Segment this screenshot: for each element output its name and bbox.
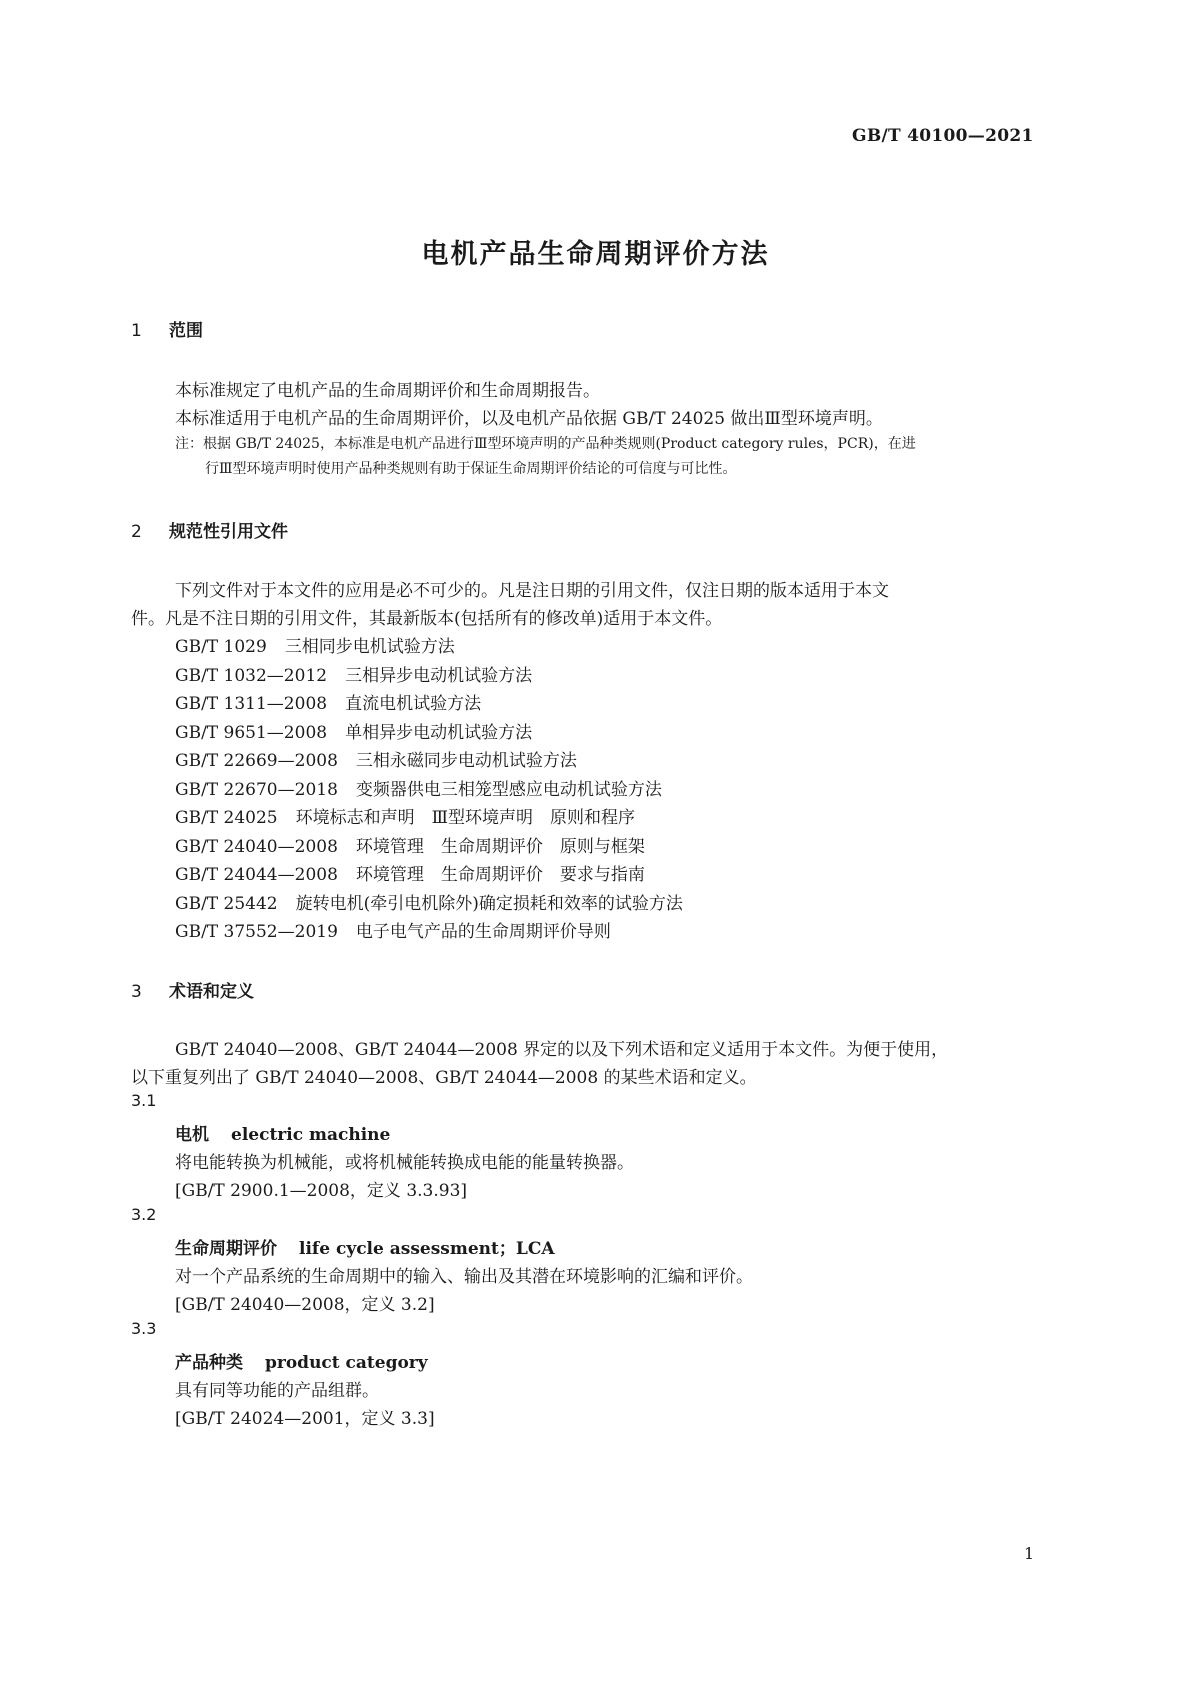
reference-item (175, 689, 481, 714)
reference-code: GB/T 22670—2018 (175, 780, 338, 800)
reference-title: 电子电气产品的生命周期评价导则 (355, 922, 611, 942)
reference-item (175, 661, 532, 686)
reference-title: 三相异步电动机试验方法 (345, 666, 533, 686)
term-number: 3.2 (131, 1205, 157, 1224)
term-heading (175, 1348, 428, 1373)
note-continuation: 行Ⅲ型环境声明时使用产品种类规则有助于保证生命周期评价结论的可信度与可比性。 (205, 461, 737, 477)
term-en: electric machine (231, 1125, 391, 1145)
reference-item (175, 860, 645, 885)
reference-code: GB/T 24040—2008 (175, 837, 338, 857)
paragraph-continuation: 件。凡是不注日期的引用文件，其最新版本(包括所有的修改单)适用于本文件。 (131, 609, 723, 629)
paragraph-continuation: 以下重复列出了 GB/T 24040—2008、GB/T 24044—2008 的某些术语和定义。 (131, 1068, 757, 1088)
term-definition: 具有同等功能的产品组群。 (175, 1381, 379, 1401)
term-definition: 将电能转换为机械能，或将机械能转换成电能的能量转换器。 (175, 1153, 634, 1173)
term-number: 3.1 (131, 1091, 157, 1110)
reference-title: 直流电机试验方法 (345, 694, 482, 714)
page-number: 1 (1024, 1544, 1035, 1563)
reference-item (175, 632, 455, 657)
term-en: product category (265, 1353, 428, 1373)
section-2-heading (131, 517, 288, 542)
reference-code: GB/T 24044—2008 (175, 865, 338, 885)
reference-code: GB/T 24025 (175, 808, 278, 828)
paragraph: 本标准规定了电机产品的生命周期评价和生命周期报告。 (175, 381, 600, 401)
section-1-heading (131, 316, 203, 341)
section-title: 规范性引用文件 (169, 522, 288, 542)
section-number: 2 (131, 522, 142, 542)
reference-item (175, 917, 611, 942)
term-number: 3.3 (131, 1319, 157, 1338)
reference-title: 环境管理 生命周期评价 要求与指南 (355, 865, 645, 885)
reference-code: GB/T 25442 (175, 894, 278, 914)
section-title: 术语和定义 (169, 982, 254, 1002)
term-definition: 对一个产品系统的生命周期中的输入、输出及其潜在环境影响的汇编和评价。 (175, 1267, 753, 1287)
term-source: [GB/T 2900.1—2008，定义 3.3.93] (175, 1181, 468, 1201)
reference-code: GB/T 1029 (175, 637, 267, 657)
reference-item (175, 775, 662, 800)
reference-code: GB/T 22669—2008 (175, 751, 338, 771)
reference-title: 环境标志和声明 Ⅲ型环境声明 原则和程序 (295, 808, 636, 828)
reference-title: 环境管理 生命周期评价 原则与框架 (355, 837, 645, 857)
term-source: [GB/T 24040—2008，定义 3.2] (175, 1295, 435, 1315)
term-heading (175, 1234, 555, 1259)
term-en: life cycle assessment；LCA (299, 1239, 555, 1259)
section-title: 范围 (169, 321, 203, 341)
paragraph: 本标准适用于电机产品的生命周期评价，以及电机产品依据 GB/T 24025 做出Ⅲ型环境声明。 (175, 409, 883, 429)
term-zh: 产品种类 (175, 1353, 243, 1373)
term-zh: 生命周期评价 (175, 1239, 277, 1259)
reference-title: 三相永磁同步电动机试验方法 (355, 751, 577, 771)
paragraph: GB/T 24040—2008、GB/T 24044—2008 界定的以及下列术语和定义适用于本文件。为便于使用， (175, 1040, 949, 1060)
reference-code: GB/T 1311—2008 (175, 694, 328, 714)
reference-title: 变频器供电三相笼型感应电动机试验方法 (355, 780, 662, 800)
reference-title: 旋转电机(牵引电机除外)确定损耗和效率的试验方法 (295, 894, 683, 914)
note: 注：根据 GB/T 24025，本标准是电机产品进行Ⅲ型环境声明的产品种类规则(Product category rules，PCR)，在进 (175, 436, 916, 452)
section-3-heading (131, 977, 254, 1002)
reference-item (175, 718, 532, 743)
term-zh: 电机 (175, 1125, 209, 1145)
reference-code: GB/T 37552—2019 (175, 922, 338, 942)
term-source: [GB/T 24024—2001，定义 3.3] (175, 1409, 435, 1429)
page-title: 电机产品生命周期评价方法 (421, 239, 770, 270)
reference-item (175, 832, 645, 857)
reference-title: 单相异步电动机试验方法 (345, 723, 533, 743)
standard-number: GB/T 40100—2021 (852, 126, 1034, 146)
reference-item (175, 746, 577, 771)
reference-item (175, 889, 683, 914)
reference-code: GB/T 9651—2008 (175, 723, 328, 743)
paragraph: 下列文件对于本文件的应用是必不可少的。凡是注日期的引用文件，仅注日期的版本适用于本文 (175, 581, 889, 601)
section-number: 3 (131, 982, 142, 1002)
section-number: 1 (131, 321, 142, 341)
term-heading (175, 1120, 390, 1145)
reference-item (175, 803, 635, 828)
reference-code: GB/T 1032—2012 (175, 666, 328, 686)
reference-title: 三相同步电机试验方法 (284, 637, 455, 657)
